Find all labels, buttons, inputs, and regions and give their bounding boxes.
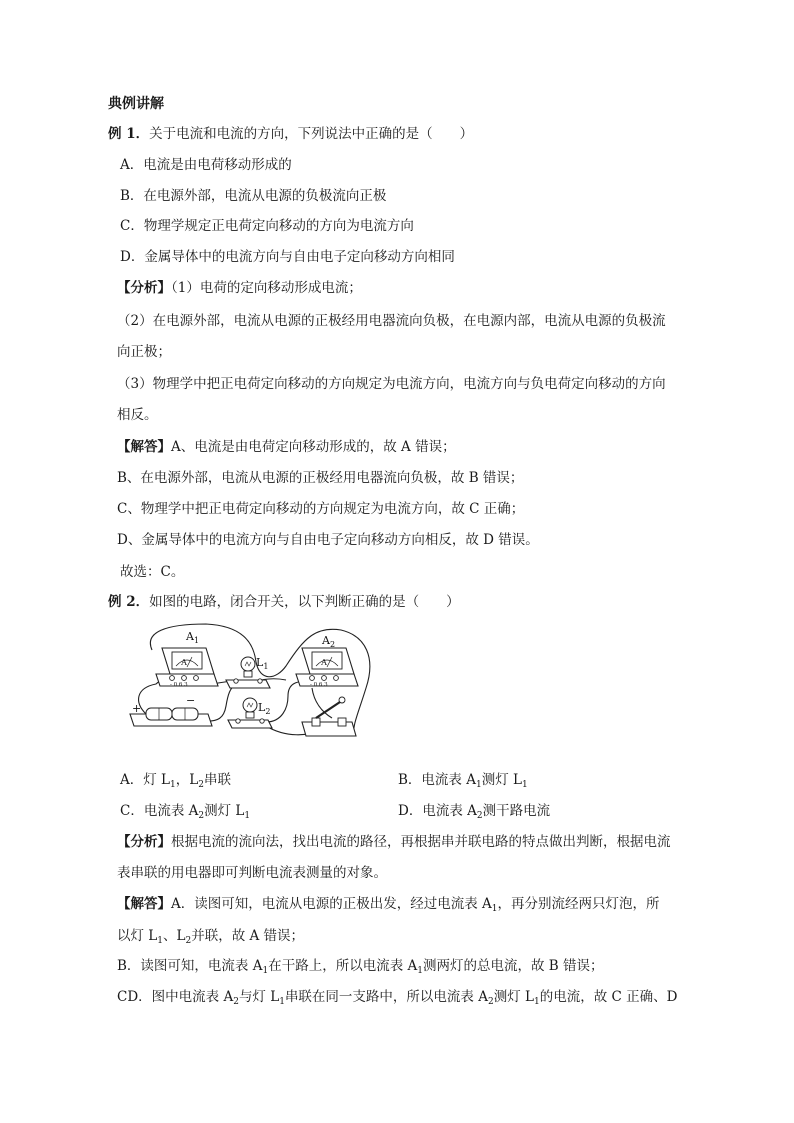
example-2-answer-a-line1 [117, 894, 660, 914]
ammeter-1-face-label: A [181, 658, 187, 667]
answer-text: CD．图中电流表 A [117, 989, 234, 1005]
answer-tag: 【解答】 [117, 896, 171, 912]
lamp-2-letter: L [258, 701, 266, 714]
answer-text: 以灯 L [117, 928, 158, 944]
example-2-analysis-a [117, 832, 671, 852]
battery-minus: − [186, 694, 196, 707]
example-2-option-d [398, 801, 550, 821]
answer-text: A．读图可知，电流从电源的正极出发，经过电流表 A [171, 896, 492, 912]
analysis-tag: 【分析】 [117, 834, 171, 850]
analysis-tag: 【分析】 [117, 280, 171, 296]
example-1-choice: 故选：C。 [120, 564, 185, 580]
ammeter-1-label [185, 630, 199, 645]
example-1-option-b: B．在电源外部，电流从电源的负极流向正极 [120, 188, 387, 204]
option-text: 测灯 L [481, 772, 522, 788]
lamp-1-letter: L [256, 656, 264, 669]
circuit-diagram [126, 618, 376, 754]
example-1-analysis-2a: （2）在电源外部，电流从电源的正极经用电器流向负极，在电源内部，电流从电源的负极流 [117, 313, 666, 329]
subscript: 1 [491, 904, 498, 914]
example-2-analysis-b: 表串联的用电器即可判断电流表测量的对象。 [117, 865, 387, 881]
example-1-option-a: A．电流是由电荷移动形成的 [120, 157, 292, 173]
answer-text: 测两灯的总电流，故 B 错误； [422, 958, 604, 974]
example-1-option-c: C．物理学规定正电荷定向移动的方向为电流方向 [120, 218, 414, 234]
ammeter-2-letter: A [322, 634, 330, 647]
circuit-figure [126, 618, 376, 754]
option-text: D．电流表 A [398, 803, 477, 819]
section-heading: 典例讲解 [108, 96, 164, 112]
example-1-analysis-1 [117, 278, 362, 298]
subscript: 2 [476, 811, 483, 821]
subscript: 1 [279, 997, 285, 1007]
battery-plus: + [132, 702, 142, 715]
lamp-1-sub: 1 [263, 662, 269, 671]
example-1-label: 例 1． [108, 126, 150, 142]
wire-lamp2-ammeter2 [266, 682, 310, 722]
example-1-option-d: D．金属导体中的电流方向与自由电子定向移动方向相同 [120, 249, 455, 265]
example-2-answer-cd [117, 987, 677, 1007]
subscript: 1 [475, 780, 482, 790]
subscript: 2 [198, 811, 205, 821]
example-1-answer-a [117, 437, 456, 457]
answer-text: 的电流，故 C 正确、D [539, 989, 678, 1005]
example-2-stem: 如图的电路，闭合开关，以下判断正确的是（ ） [149, 594, 460, 610]
answer-text: A、电流是由电荷定向移动形成的，故 A 错误； [171, 439, 456, 455]
answer-text: 测灯 L [493, 989, 534, 1005]
ammeter-1-sub: 1 [193, 636, 200, 645]
option-text: 串联 [203, 772, 231, 788]
ammeter-1-letter: A [186, 630, 194, 643]
answer-text: 在干路上，所以电流表 A [268, 958, 418, 974]
option-text: C．电流表 A [120, 803, 199, 819]
subscript: 1 [533, 997, 540, 1007]
battery [130, 708, 212, 726]
example-1-stem: 关于电流和电流的方向，下列说法中正确的是（ ） [149, 126, 474, 142]
answer-text: B．读图可知，电流表 A [117, 958, 263, 974]
option-text: B．电流表 A [398, 772, 476, 788]
answer-text: ，再分别流经两只灯泡，所 [497, 896, 660, 912]
example-1-analysis-3b: 相反。 [117, 407, 158, 423]
subscript: 2 [185, 936, 192, 946]
ammeter-2-label [321, 634, 335, 649]
answer-tag: 【解答】 [117, 439, 171, 455]
subscript: 1 [170, 780, 176, 790]
example-2-question [108, 592, 460, 612]
option-text: A．灯 L [120, 772, 171, 788]
ammeter-2-face-label: A [321, 658, 327, 667]
example-2-option-c [120, 801, 250, 821]
ammeter-2 [296, 648, 358, 686]
example-2-label: 例 2． [108, 594, 150, 610]
example-2-option-b [398, 770, 528, 790]
lamp-2-sub: 2 [265, 707, 271, 716]
example-2-option-a [120, 770, 231, 790]
ammeter-1-scale: - 0.6 3 [170, 682, 188, 688]
subscript: 2 [233, 997, 239, 1007]
analysis-text: （1）电荷的定向移动形成电流； [171, 280, 362, 296]
example-1-question [108, 124, 473, 144]
subscript: 2 [198, 780, 204, 790]
answer-text: 、L [163, 928, 186, 944]
example-1-analysis-2b: 向正极； [117, 344, 171, 360]
option-text: 测干路电流 [482, 803, 551, 819]
example-1-answer-b: B、在电源外部，电流从电源的正极经用电器流向负极，故 B 错误； [117, 470, 524, 486]
example-2-answer-a-line2 [117, 926, 304, 946]
subscript: 1 [417, 966, 423, 976]
lamp-2-label [258, 701, 270, 716]
analysis-text: 根据电流的流向法，找出电流的路径，再根据串并联电路的特点做出判断，根据电流 [171, 834, 671, 850]
lamp-1-label [256, 656, 268, 671]
subscript: 1 [262, 966, 269, 976]
example-2-answer-b [117, 956, 604, 976]
answer-text: 并联，故 A 错误； [191, 928, 305, 944]
answer-text: 与灯 L [238, 989, 280, 1005]
subscript: 1 [244, 811, 251, 821]
example-1-analysis-3a: （3）物理学中把正电荷定向移动的方向规定为电流方向，电流方向与负电荷定向移动的方向 [117, 376, 666, 392]
example-1-answer-c: C、物理学中把正电荷定向移动的方向规定为电流方向，故 C 正确； [117, 501, 525, 517]
ammeter-2-sub: 2 [329, 640, 336, 649]
answer-text: 串联在同一支路中，所以电流表 A [284, 989, 488, 1005]
example-1-answer-d: D、金属导体中的电流方向与自由电子定向移动方向相反，故 D 错误。 [117, 532, 539, 548]
subscript: 1 [157, 936, 163, 946]
option-text: ，L [175, 772, 199, 788]
option-text: 测灯 L [204, 803, 245, 819]
subscript: 2 [487, 997, 494, 1007]
ammeter-2-scale: - 0.6 3 [310, 682, 328, 688]
subscript: 1 [521, 780, 528, 790]
ammeter-1 [156, 648, 218, 686]
